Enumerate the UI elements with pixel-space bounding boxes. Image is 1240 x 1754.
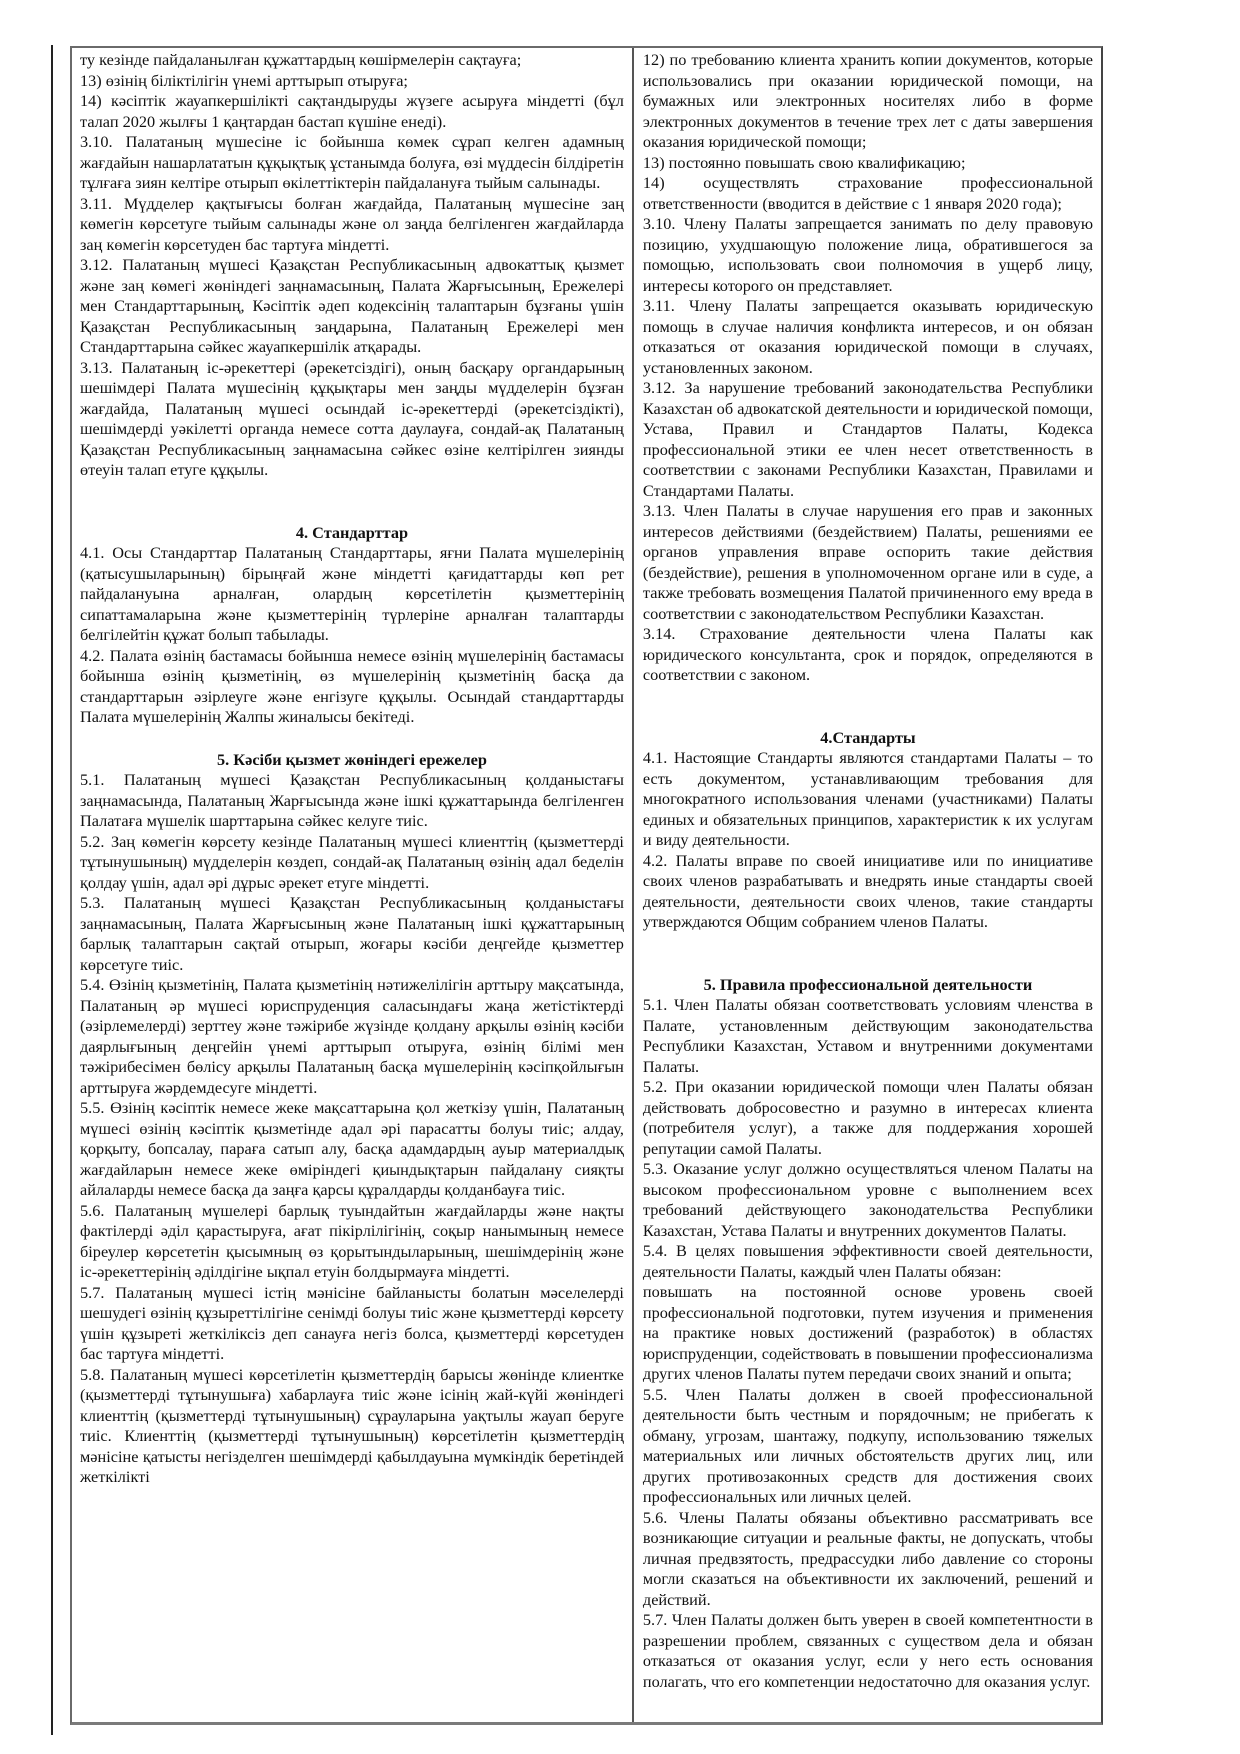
spacer: [80, 503, 624, 523]
paragraph: 5.7. Палатаның мүшесі істің мәнісіне байланысты болатын мәселелерді шешудегі өзінің құзыреттілігіне сенімді болуы тиіс және қызметтерді көрсету үшін құзыреті жеткіліксіз деп санауға негіз болса, қызметтерді көрсетуден бас тартуға міндетті.: [80, 1282, 624, 1363]
paragraph: 5.5. Өзінің кәсіптік немесе жеке мақсаттарына қол жеткізу үшін, Палатаның мүшесі өзінің кәсіптік қызметінде адал әрі парасатты болуы тиіс; алдау, қорқыту, бопсалау, параға сатып алу, басқа адамдардың ауыр материалдық жағдайларын немесе жеке өміріндегі қиындықтарын пайдалану сияқты айлаларды немесе басқа да заңға қарсы құралдарды қолданбауға тиіс.: [80, 1098, 624, 1199]
paragraph: 13) өзінің біліктілігін үнемі арттырып отыруға;: [80, 70, 408, 90]
bilingual-text-table: [70, 46, 1103, 1725]
spacer: [80, 728, 624, 750]
paragraph: 5.8. Палатаның мүшесі көрсетілетін қызметтердің барысы жөнінде клиентке (қызметтерді тұтынушыға) хабарлауға тиіс және ісінің жай-күйі жөніндегі клиенттің (қызметтерді тұтынушының) сұрауларына уақтылы жауап беруге тиіс. Клиенттің (қызметтерді тұтынушының) көрсетілетін қызметтердің мәнісіне қатысты негізделген шешімдерді қабылдауына мүмкіндік беретіндей жеткілікті: [80, 1364, 624, 1486]
paragraph: 5.1. Палатаның мүшесі Қазақстан Республикасының қолданыстағы заңнамасында, Палатаның Жарғысында және ішкі құжаттарында белгіленген Палатаға мүшелік шарттарына сәйкес келуге тиіс.: [80, 770, 624, 830]
paragraph: 4.1. Настоящие Стандарты являются стандартами Палаты – то есть документом, устанавливающим требования для многократного использования членами (участниками) Палаты единых и обязательных принципов, характеристик к их услугам и виду деятельности.: [642, 748, 1093, 849]
section-heading: 4. Стандарттар: [295, 522, 409, 542]
spacer: [80, 481, 624, 503]
paragraph: 5.1. Член Палаты обязан соответствовать условиям членства в Палате, установленным действующим законодательства Республики Казахстан, Уставом и внутренними документами Палаты.: [642, 995, 1093, 1076]
paragraph: 14) кәсіптік жауапкершілікті сақтандыруды жүзеге асыруға міндетті (бұл талап 2020 жылғы 1 қаңтардан бастап күшіне енеді).: [80, 91, 624, 131]
paragraph: ту кезінде пайдаланылған құжаттардың көшірмелерін сақтауға;: [80, 50, 522, 69]
paragraph: 5.4. В целях повышения эффективности своей деятельности, деятельности Палаты, каждый член Палаты обязан:: [642, 1241, 1093, 1281]
paragraph: 5.3. Оказание услуг должно осуществляться членом Палаты на высоком профессиональном уровне с выполнением всех требований действующего законодательства Республики Казахстан, Устава Палаты и внутренних документов Палаты.: [642, 1159, 1093, 1240]
paragraph: 4.1. Осы Стандарттар Палатаның Стандарттары, яғни Палата мүшелерінің (қатысушыларының) бірыңғай және міндетті қағидаттарды көп рет пайдалануына арналған, олардың көрсетілетін қызметтерінің сипаттамаларына және қызметтерінің түрлеріне арналған талаптарды белгілейтін құжат болып табылады.: [80, 543, 624, 644]
paragraph: 3.12. Палатаның мүшесі Қазақстан Республикасының адвокаттық қызмет және заң көмегі жөніндегі заңнамасының, Палата Жарғысының, Ережелері мен Стандарттарының, Кәсіптік әдеп кодексінің талаптарын бұзғаны үшін Қазақстан Республикасының заңдарына, Палатаның Ережелері мен Стандарттарына сәйкес жауапкершілік атқарады.: [80, 255, 624, 356]
paragraph: 5.4. Өзінің қызметінің, Палата қызметінің нәтижелілігін арттыру мақсатында, Палатаның әр мүшесі юриспруденция саласындағы жаңа жетістіктерді (әзірлемелерді) зерттеу және тәжірибе жүзінде қолдану арқылы өзінің кәсіби даярлығының деңгейін үнемі арттырып отыруға, өзінің білімі мен тәжірибесімен бөлісу арқылы Палатаның басқа мүшелерінің кәсіпқойлығын арттыруға жәрдемдесуге міндетті.: [80, 975, 624, 1097]
spacer: [643, 708, 1093, 728]
spacer: [643, 686, 1093, 708]
paragraph: 3.12. За нарушение требований законодательства Республики Казахстан об адвокатской деятельности и юридической помощи, Устава, Правил и Стандартов Палаты, Кодекса профессиональной этики ее член несет ответственность в соответствии с законами Республики Казахстан, Правилами и Стандартами Палаты.: [642, 378, 1093, 500]
kazakh-column: [72, 48, 634, 1722]
paragraph: 3.14. Страхование деятельности члена Палаты как юридического консультанта, срок и порядок, определяются в соответствии с законом.: [642, 624, 1093, 684]
paragraph: 5.6. Члены Палаты обязаны объективно рассматривать все возникающие ситуации и реальные факты, не допускать, чтобы личная предвзятость, предрассудки либо давление со стороны могли сказаться на объективности их заключений, решений и действий.: [642, 1507, 1093, 1609]
paragraph: 5.7. Член Палаты должен быть уверен в своей компетентности в разрешении проблем, связанных с существом дела и обязан отказаться от оказания услуг, если у него есть основания полагать, что его компетенции недостаточно для оказания услуг.: [642, 1610, 1093, 1691]
spacer: [643, 933, 1093, 955]
paragraph: 4.2. Палата өзінің бастамасы бойынша немесе өзінің мүшелерінің бастамасы бойынша өзінің қызметінің, өз мүшелерінің қызметінің басқа да стандарттарын әзірлеуге және енгізуге құқылы. Осындай стандарттарды Палата мүшелерінің Жалпы жиналысы бекітеді.: [80, 645, 624, 726]
section-heading: 5. Кәсіби қызмет жөніндегі ережелер: [217, 749, 487, 769]
paragraph: 3.13. Член Палаты в случае нарушения его прав и законных интересов действиями (бездействием) Палаты, решениями ее органов управления вправе оспорить такие действия (бездействие), решения в уполномоченном органе или в суде, а также требовать возмещения Палатой причиненного ему вреда в соответствии с законодательством Республики Казахстан.: [642, 501, 1093, 623]
section-heading: 5. Правила профессиональной деятельности: [703, 974, 1033, 994]
paragraph: 3.11. Мүдделер қақтығысы болған жағдайда, Палатаның мүшесіне заң көмегін көрсетуге тыйым салынады және ол заңда белгіленген жағдайларда заң көмегін көрсетуден бас тартуға міндетті.: [80, 193, 624, 254]
paragraph: 4.2. Палаты вправе по своей инициативе или по инициативе своих членов разрабатывать и внедрять иные стандарты своей деятельности, деятельности своих членов, такие стандарты утверждаются Общим собранием членов Палаты.: [642, 850, 1093, 931]
paragraph: 5.6. Палатаның мүшелері барлық туындайтын жағдайларды және нақты фактілерді әділ қарастыруға, ағат пікірлілігінің, соқыр нанымының немесе біреулер көрсететін қысымның өз қорытындыларының, шешімдерінің және іс-әрекеттерінің әділдігіне ықпал етуін болдырмауға міндетті.: [80, 1200, 624, 1281]
paragraph: 14) осуществлять страхование профессиональной ответственности (вводится в действие с 1 января 2020 года);: [642, 173, 1093, 213]
paragraph: 5.5. Член Палаты должен в своей профессиональной деятельности быть честным и порядочным; не прибегать к обману, угрозам, шантажу, подкупу, использованию тяжелых материальных или личных обстоятельств других лиц, или других противозаконных средств для достижения своих профессиональных или личных целей.: [642, 1384, 1093, 1506]
paragraph: 3.13. Палатаның іс-әрекеттері (әрекетсіздігі), оның басқару органдарының шешімдері Палата мүшесінің құқықтары мен заңды мүдделерін бұзған жағдайда, Палатаның мүшесі осындай іс-әрекеттерді (әрекетсіздікті), шешімдерді уәкілетті органда немесе сотта даулауға, сондай-ақ Палатаның Қазақстан Республикасының заңнамасына сәйкес өзіне келтірілген зиянды өтеуін талап етуге құқылы.: [80, 357, 624, 479]
paragraph: 5.3. Палатаның мүшесі Қазақстан Республикасының қолданыстағы заңнамасының, Палата Жарғысының және Палатаның ішкі құжаттарының барлық талаптарын сақтай отырып, жоғары кәсіби деңгейде қызметтер көрсетуге тиіс.: [80, 893, 624, 974]
paragraph: 3.11. Члену Палаты запрещается оказывать юридическую помощь в случае наличия конфликта интересов, и он обязан отказаться от оказания юридической помощи в случаях, установленных законом.: [642, 296, 1093, 377]
section-heading: 4.Стандарты: [820, 727, 916, 747]
paragraph: 3.10. Палатаның мүшесіне іс бойынша көмек сұрап келген адамның жағдайын нашарлататын құқықтық ұстанымда болуға, өзі мүддесін білдіретін тұлғаға зиян келтіре отырып өкілеттіктерін пайдалануға тыйым салынады.: [80, 132, 624, 192]
paragraph: 12) по требованию клиента хранить копии документов, которые использовались при оказании юридической помощи, на бумажных или электронных носителях либо в форме электронных документов в течение трех лет с даты завершения оказания юридической помощи;: [642, 50, 1093, 151]
page-margin-line: [51, 45, 53, 1735]
paragraph: повышать на постоянной основе уровень своей профессиональной подготовки, путем изучения и применения на практике новых достижений (разработок) в областях юриспруденции, содействовать в повышении профессионализма других членов Палаты путем передачи своих знаний и опыта;: [642, 1282, 1093, 1383]
russian-column: [634, 48, 1101, 1722]
paragraph: 5.2. При оказании юридической помощи член Палаты обязан действовать добросовестно и разумно в интересах клиента (потребителя услуг), а также для поддержания хорошей репутации самой Палаты.: [642, 1077, 1093, 1158]
paragraph: 13) постоянно повышать свою квалификацию;: [642, 152, 966, 172]
paragraph: 3.10. Члену Палаты запрещается занимать по делу правовую позицию, ухудшающую положение лица, обратившегося за помощью, использовать свои полномочия в ущерб лицу, интересы которого он представляет.: [642, 214, 1093, 295]
paragraph: 5.2. Заң көмегін көрсету кезінде Палатаның мүшесі клиенттің (қызметтерді тұтынушының) мүдделерін көздеп, сондай-ақ Палатаның өзінің адал беделін қолдау үшін, адал әрі дұрыс әрекет етуге міндетті.: [80, 831, 624, 892]
spacer: [643, 955, 1093, 975]
